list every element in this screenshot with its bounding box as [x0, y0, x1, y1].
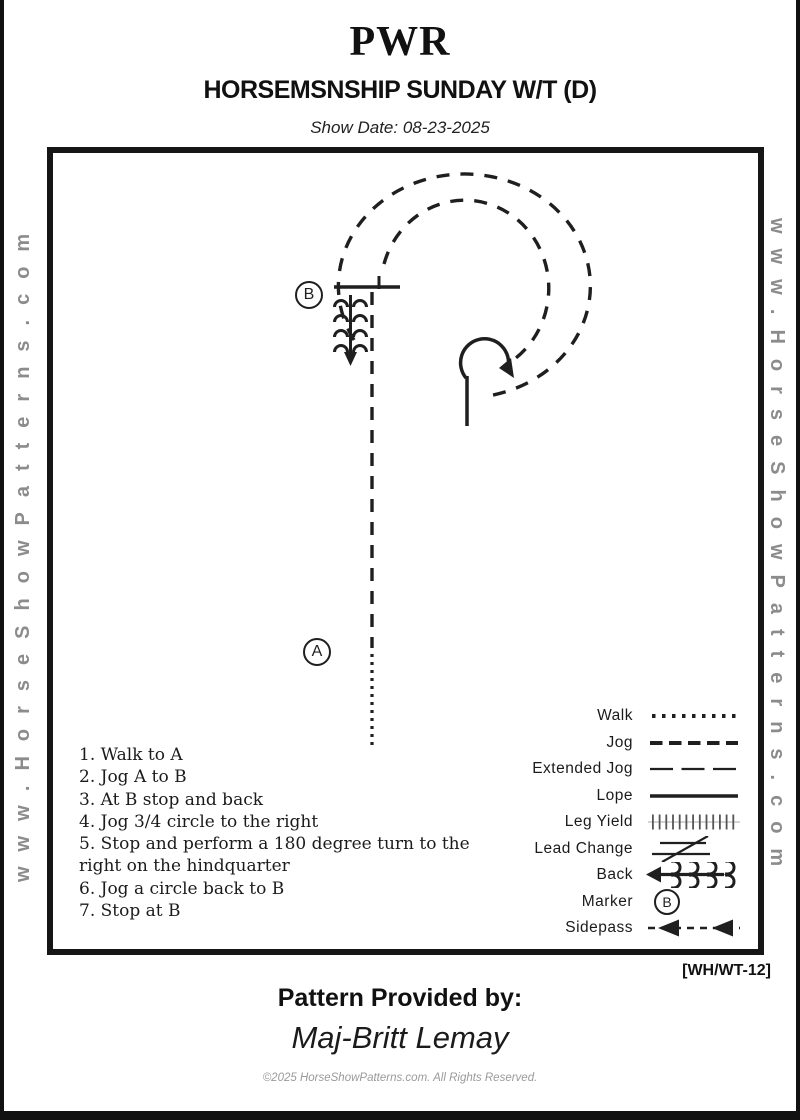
marker-a-label: A — [311, 643, 323, 660]
legend — [527, 703, 742, 942]
instruction-step: 1. Walk to A — [79, 745, 183, 765]
instruction-step: 7. Stop at B — [79, 901, 181, 922]
legend-label: Jog — [606, 733, 633, 751]
sidepass-symbol — [646, 915, 742, 941]
legend-row-jog — [527, 730, 742, 757]
legend-marker-letter: B — [662, 893, 672, 910]
class-subtitle: HORSEMSNSHIP SUNDAY W/T (D) — [203, 76, 597, 104]
legend-label: Lope — [596, 786, 633, 804]
marker-a — [303, 638, 331, 666]
legend-label: Sidepass — [565, 919, 633, 937]
legend-row-back — [527, 862, 742, 889]
legend-row-lead-change — [527, 836, 742, 863]
legend-label: Extended Jog — [532, 760, 633, 778]
marker-b — [295, 281, 323, 309]
legend-label: Walk — [597, 707, 633, 725]
marker-b-label: B — [303, 286, 315, 303]
legend-label: Lead Change — [534, 839, 633, 857]
marker-symbol — [646, 889, 742, 915]
instruction-step: 5. Stop and perform a 180 degree turn to the right on the hindquarter — [79, 834, 470, 877]
legend-marker-circle — [654, 889, 680, 915]
extended-jog-line-symbol — [646, 756, 742, 782]
legend-row-extended-jog — [527, 756, 742, 783]
legend-label: Leg Yield — [564, 813, 633, 831]
legend-row-walk — [527, 703, 742, 730]
instruction-step: 3. At B stop and back — [79, 789, 264, 810]
legend-label: Marker — [581, 892, 633, 910]
pattern-code: [WH/WT-12] — [682, 962, 771, 979]
provider-name: Maj-Britt Lemay — [291, 1020, 509, 1055]
legend-row-marker — [527, 889, 742, 916]
instruction-step: 4. Jog 3/4 circle to the right — [79, 811, 319, 832]
show-date: Show Date: 08-23-2025 — [310, 118, 490, 137]
lope-line-symbol — [646, 783, 742, 809]
copyright-notice: ©2025 HorseShowPatterns.com. All Rights Reserved. — [262, 1072, 538, 1084]
walk-line-symbol — [646, 703, 742, 729]
legend-row-sidepass — [527, 915, 742, 942]
legend-label: Back — [596, 866, 633, 884]
legend-row-lope — [527, 783, 742, 810]
instructions-list — [79, 744, 509, 922]
back-arrow-symbol — [646, 862, 742, 888]
leg-yield-symbol — [646, 809, 742, 835]
provided-by-label: Pattern Provided by: — [277, 984, 523, 1012]
jog-line-symbol — [646, 730, 742, 756]
lead-change-symbol — [646, 836, 742, 862]
watermark-right: www.HorseShowPatterns.com — [766, 218, 788, 882]
instruction-step: 6. Jog a circle back to B — [79, 878, 285, 899]
instruction-step: 2. Jog A to B — [79, 767, 187, 788]
legend-row-leg-yield — [527, 809, 742, 836]
page-title: PWR — [349, 19, 451, 65]
watermark-left: www.HorseShowPatterns.com — [12, 218, 34, 882]
